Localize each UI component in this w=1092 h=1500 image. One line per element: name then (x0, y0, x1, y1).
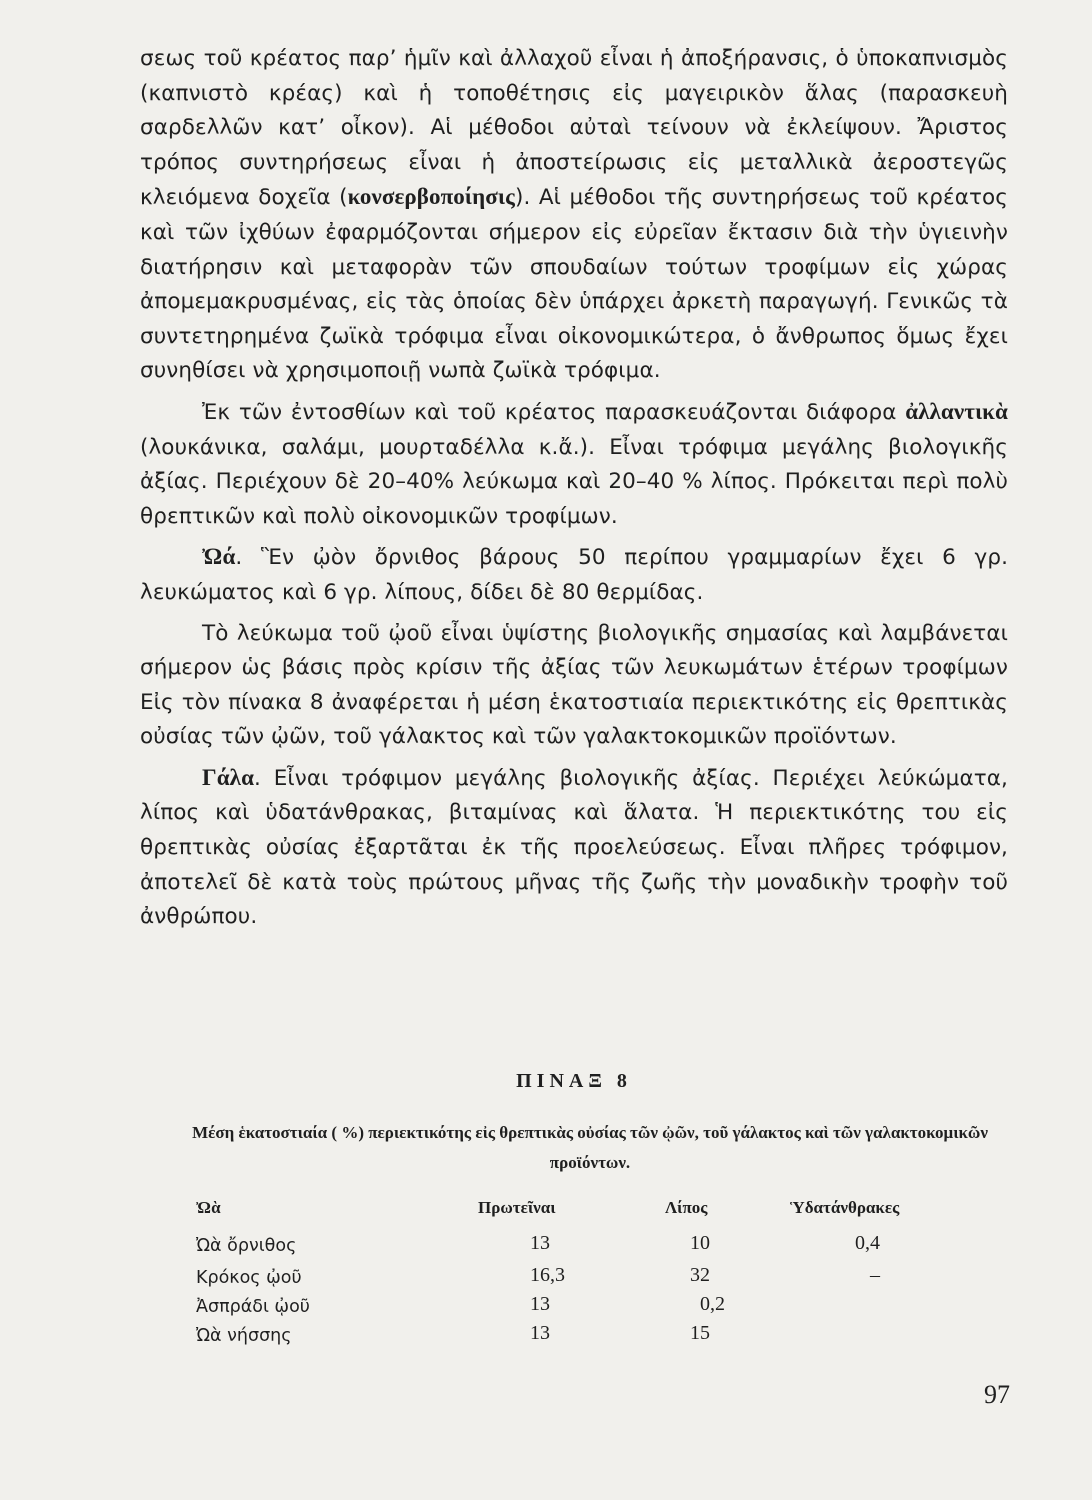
row-label: Ὠὰ ὄρνιθος (196, 1236, 297, 1256)
paragraph-preservation: σεως τοῦ κρέατος παρ’ ἡμῖν καὶ ἀλλαχοῦ εἶναι ἡ ἀποξήρανσις, ὁ ὑποκαπνισμὸς (καπνιστὸ κρέας) καὶ ἡ τοποθέτησις εἰς μαγειρικὸν ἅλας (παρασκευὴ σαρδελλῶν κατ’ οἶκον). Αἱ μέθοδοι αὐταὶ τείνουν νὰ ἐκλείψουν. Ἄριστος τρόπος συντηρήσεως εἶναι ἡ ἀποστείρωσις εἰς μεταλλικὰ ἀεροστεγῶς κλειόμενα δοχεῖα (κονσερβοποίησις). Αἱ μέθοδοι τῆς συντηρήσεως τοῦ κρέατος καὶ τῶν ἰχθύων ἐφαρμόζονται σήμερον εἰς εὐρεῖαν ἔκτασιν διὰ τὴν ὑγιεινὴν διατήρησιν καὶ μεταφορὰν τῶν σπουδαίων τούτων τροφίμων εἰς χώρας ἀπομεμακρυσμένας, εἰς τὰς ὁποίας δὲν ὑπάρχει ἀρκετὴ παραγωγή. Γενικῶς τὰ συντετηρημένα ζωϊκὰ τρόφιμα εἶναι οἰκονομικώτερα, ὁ ἄνθρωπος ὅμως ἔχει συνηθίσει νὰ χρησιμοποιῇ νωπὰ ζωϊκὰ τρόφιμα. (140, 46, 1008, 384)
cell-carbs: – (870, 1264, 880, 1286)
paragraph-sausages: Ἐκ τῶν ἐντοσθίων καὶ τοῦ κρέατος παρασκευάζονται διάφορα ἀλλαντικὰ (λουκάνικα, σαλάμι, μουρταδέλλα κ.ἄ.). Εἶναι τρόφιμα μεγάλης βιολογικῆς ἀξίας. Περιέχουν δὲ 20–40% λεύκωμα καὶ 20–40 % λίπος. Πρόκειται περὶ πολὺ θρεπτικῶν καὶ πολὺ οἰκονομικῶν τροφίμων. (140, 398, 1008, 529)
term-sausages: ἀλλαντικὰ (905, 398, 1008, 424)
heading-eggs: Ὠά (202, 544, 236, 570)
table-caption: Μέση ἑκατοστιαία ( %) περιεκτικότης εἰς θρεπτικὰς οὐσίας τῶν ᾠῶν, τοῦ γάλακτος καὶ τῶν γαλακτοκομικῶν προϊόντων. (192, 1123, 988, 1172)
page-number: 97 (984, 1380, 1010, 1409)
heading-milk: Γάλα (202, 764, 255, 790)
paragraph-egg-protein: Τὸ λεύκωμα τοῦ ᾠοῦ εἶναι ὑψίστης βιολογικῆς σημασίας καὶ λαμβάνεται σήμερον ὡς βάσις πρὸς κρίσιν τῆς ἀξίας τῶν λευκωμάτων ἑτέρων τροφίμων Εἰς τὸν πίνακα 8 ἀναφέρεται ἡ μέση ἑκατοστιαία περιεκτικότης εἰς θρεπτικὰς οὐσίας τῶν ᾠῶν, τοῦ γάλακτος καὶ τῶν γαλακτοκομικῶν προϊόντων. (140, 620, 1008, 750)
cell-fat: 10 (690, 1232, 710, 1254)
row-label: Ἀσπράδι ᾠοῦ (196, 1297, 310, 1317)
cell-fat: 15 (690, 1322, 710, 1344)
header-protein: Πρωτεῖναι (478, 1198, 556, 1217)
cell-protein: 16,3 (530, 1264, 565, 1286)
cell-protein: 13 (530, 1232, 550, 1254)
row-label: Ὠὰ νήσσης (196, 1326, 292, 1346)
paragraph-milk: Γάλα. Εἶναι τρόφιμον μεγάλης βιολογικῆς ἀξίας. Περιέχει λεύκώματα, λίπος καὶ ὑδατάνθρακας, βιταμίνας καὶ ἅλατα. Ἡ περιεκτικότης του εἰς θρεπτικὰς οὐσίας ἐξαρτᾶται ἐκ τῆς προελεύσεως. Εἶναι πλῆρες τρόφιμον, ἀποτελεῖ δὲ κατὰ τοὺς πρώτους μῆνας τῆς ζωῆς τὴν μοναδικὴν τροφὴν τοῦ ἀνθρώπου. (140, 764, 1008, 930)
table-title: ΠΙΝΑΞ 8 (516, 1070, 632, 1092)
cell-fat: 32 (690, 1264, 710, 1286)
paragraph-eggs: Ὠά. Ἓν ᾠὸν ὄρνιθος βάρους 50 περίπου γραμμαρίων ἔχει 6 γρ. λευκώματος καὶ 6 γρ. λίπους, δίδει δὲ 80 θερμίδας. (140, 544, 1008, 605)
cell-fat: 0,2 (700, 1293, 725, 1315)
row-label: Κρόκος ᾠοῦ (196, 1268, 302, 1288)
term-canning: κονσερβοποίησις (347, 184, 515, 210)
header-item: Ὠὰ (196, 1198, 221, 1217)
cell-carbs: 0,4 (855, 1232, 880, 1254)
cell-protein: 13 (530, 1293, 550, 1315)
header-carbs: Ὑδατάνθρακες (790, 1198, 900, 1217)
cell-protein: 13 (530, 1322, 550, 1344)
body-text (140, 42, 1008, 935)
header-fat: Λίπος (665, 1198, 708, 1217)
